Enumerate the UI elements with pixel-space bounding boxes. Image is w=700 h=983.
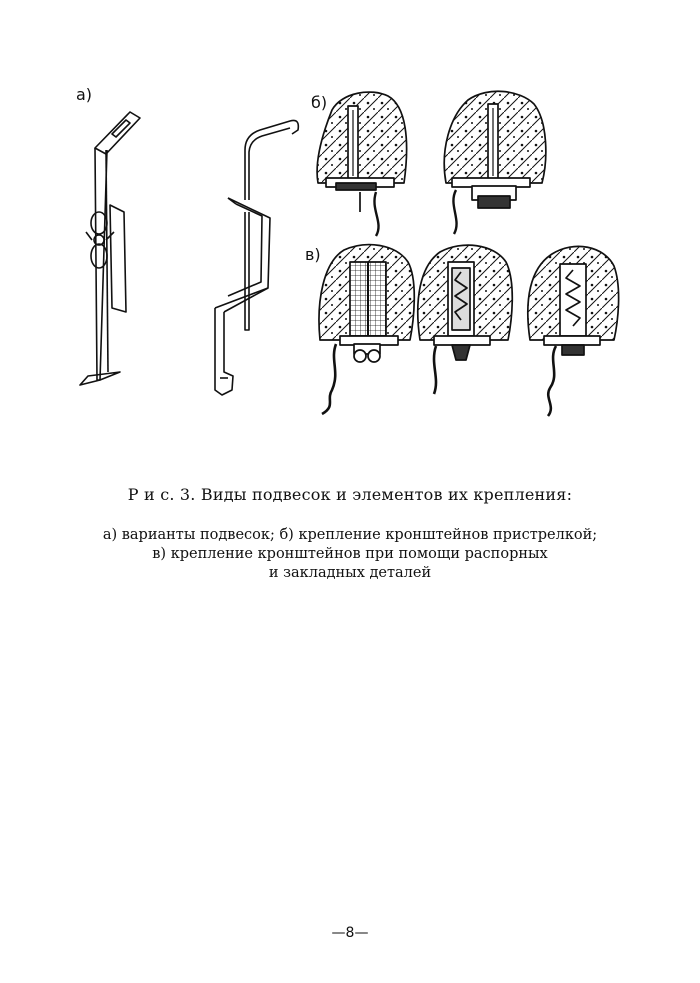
hanger-strap (80, 112, 140, 385)
figure-label-v: в) (305, 245, 321, 264)
figure-caption-title: Р и с. 3. Виды подвесок и элементов их крепления: (127, 485, 573, 504)
figure-3-drawing (0, 0, 700, 440)
expansion-anchor-2 (418, 245, 512, 394)
figure-legend-line-3: и закладных деталей (268, 565, 432, 581)
figure-label-b: б) (311, 93, 328, 112)
shot-bracket-2 (444, 91, 546, 234)
figure-label-a: а) (76, 85, 93, 104)
embedded-anchor (528, 246, 619, 416)
figure-legend-line-2: в) крепление кронштейнов при помощи распорных (152, 546, 548, 562)
expansion-anchor-1 (319, 245, 414, 414)
page-number: —8— (331, 925, 369, 941)
shot-bracket-1 (317, 92, 407, 236)
figure-legend-line-1: а) варианты подвесок; б) крепление кронштейнов пристрелкой; (102, 527, 598, 543)
hanger-rod (215, 120, 298, 395)
